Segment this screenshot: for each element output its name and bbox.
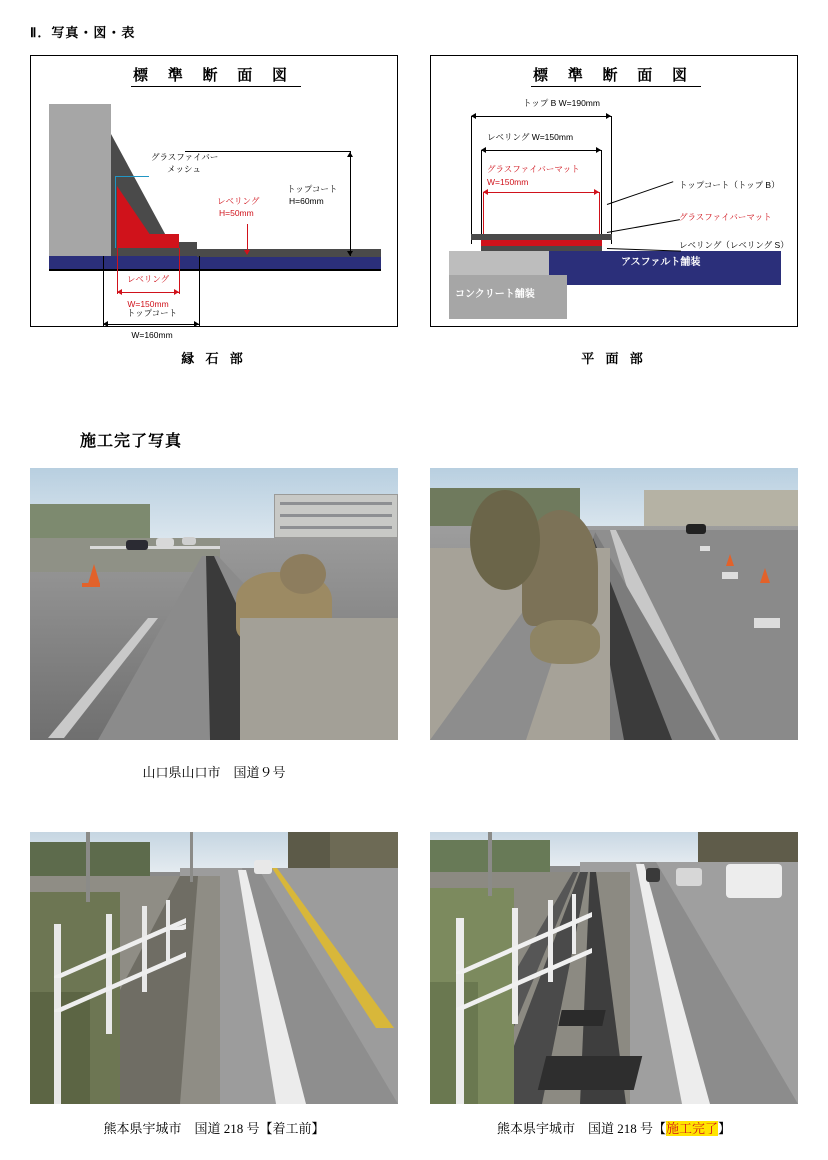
callout-topcoat-leader xyxy=(607,181,674,205)
label-callout-leveling: レベリング（レベリング S） xyxy=(679,240,789,250)
caption-before-text: 熊本県宇城市 国道 218 号【着工前】 xyxy=(103,1121,325,1136)
label-glassfiber-mesh-line2: メッシュ xyxy=(167,164,201,174)
diagram-right-caption: 平 面 部 xyxy=(581,351,647,366)
top-b-dim-line xyxy=(471,116,611,117)
label-leveling-height-line2: H=50mm xyxy=(219,208,254,218)
photo-kumamoto-before xyxy=(30,832,398,1104)
diagram-left-title-underline xyxy=(131,86,301,87)
label-asphalt-pavement: アスファルト舗装 xyxy=(621,257,701,268)
mat-width-dim-line xyxy=(483,192,599,193)
mesh-leader-line xyxy=(115,176,149,177)
topcoat-width-tick-left xyxy=(103,256,104,326)
photo-caption-kumamoto-after xyxy=(418,1118,810,1137)
diagram-right-title-underline xyxy=(531,86,701,87)
leveling-height-arrow xyxy=(244,250,250,255)
label-topcoat-height-line1: トップコート xyxy=(287,184,338,194)
subgrade xyxy=(49,269,381,271)
curb-block xyxy=(49,104,111,256)
leveling-width-tick-left-r xyxy=(481,150,482,244)
caption-after-highlight: 施工完了 xyxy=(665,1121,718,1136)
leveling-width-dim-line xyxy=(117,292,179,293)
leveling-width-tick-left xyxy=(117,248,118,294)
topcoat-height-arrow-down xyxy=(347,251,353,256)
label-leveling-width: レベリング W=150mm xyxy=(487,132,574,142)
photo-yamaguchi-right xyxy=(430,468,798,740)
label-concrete-pavement: コンクリート舗装 xyxy=(455,289,535,300)
label-leveling-width-line1: レベリング xyxy=(126,274,170,284)
leveling-width-dim-line-r xyxy=(481,150,601,151)
diagram-left-caption: 縁 石 部 xyxy=(181,351,247,366)
label-callout-mat: グラスファイバーマット xyxy=(679,212,772,222)
photos-section-heading: 施工完了写真 xyxy=(80,433,183,450)
top-b-tick-left xyxy=(471,116,472,244)
page-title: Ⅱ．写真・図・表 xyxy=(30,25,136,40)
photo-caption-yamaguchi: 山口県山口市 国道９号 xyxy=(142,765,286,780)
photo-kumamoto-after xyxy=(430,832,798,1104)
label-topcoat-width-line1: トップコート xyxy=(126,308,178,318)
diagram-left-title: 標 準 断 面 図 xyxy=(132,68,295,84)
top-b-tick-right xyxy=(611,116,612,244)
asphalt-lower-band xyxy=(567,275,781,285)
diagram-curb-section xyxy=(30,55,398,340)
callout-mat-leader xyxy=(607,219,680,233)
caption-after-suffix: 】 xyxy=(718,1121,732,1136)
photo-yamaguchi-left xyxy=(30,468,398,740)
diagram-right-title: 標 準 断 面 図 xyxy=(532,68,695,84)
leveling-wedge-base xyxy=(117,234,179,248)
diagram-flat-section xyxy=(430,55,798,327)
topcoat-height-arrow-up xyxy=(347,152,353,157)
label-topcoat-width-line2: W=160mm xyxy=(131,330,173,340)
label-glassfiber-mat-line2: W=150mm xyxy=(487,177,529,187)
concrete-pavement-top xyxy=(449,251,549,275)
label-glassfiber-mesh-line1: グラスファイバー xyxy=(151,152,219,162)
photo-caption-kumamoto-before xyxy=(18,1118,410,1137)
asphalt-band xyxy=(49,256,381,269)
topcoat-height-top-tick xyxy=(185,151,351,152)
topcoat-width-dim-line xyxy=(103,324,199,325)
glassfiber-mesh-line xyxy=(115,176,116,248)
label-top-b: トップ B W=190mm xyxy=(523,98,600,108)
topcoat-thin-layer xyxy=(197,249,381,257)
caption-after-prefix: 熊本県宇城市 国道 218 号【 xyxy=(496,1121,666,1136)
topcoat-height-dim-line xyxy=(350,151,351,256)
topcoat-width-tick-right xyxy=(199,256,200,326)
leveling-width-tick-right-r xyxy=(601,150,602,244)
label-callout-topcoat: トップコート（トップ B） xyxy=(679,180,780,190)
label-topcoat-height-line2: H=60mm xyxy=(289,196,324,206)
leveling-width-tick-right xyxy=(179,248,180,294)
label-glassfiber-mat-line1: グラスファイバーマット xyxy=(487,164,580,174)
label-leveling-height-line1: レベリング xyxy=(217,196,260,206)
label-leveling-width-line2: W=150mm xyxy=(127,299,169,309)
